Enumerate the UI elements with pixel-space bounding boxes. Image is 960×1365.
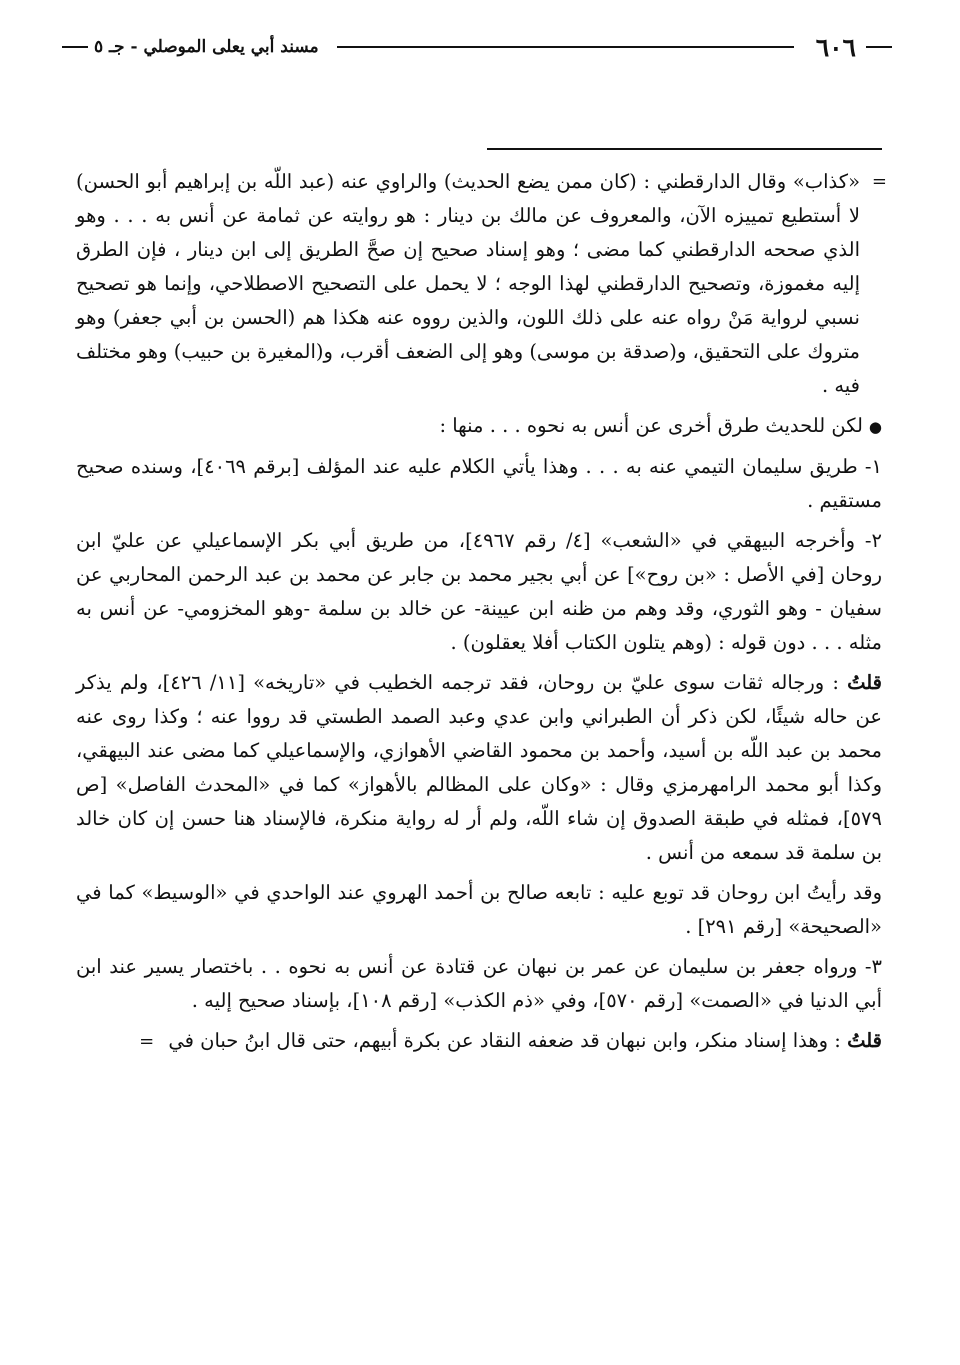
paragraph-text: ٣- ورواه جعفر بن سليمان عن عمر بن نبهان عن قتادة عن أنس به نحوه . . باختصار يسير عند ابن أبي الدنيا في «الصمت» [رقم ٥٧٠]، وفي «ذم الكذب» [رقم ١٠٨]، بإسناد صحيح إليه . [76,955,882,1012]
continues-marker: = [139,1031,155,1052]
footnote-paragraph [76,666,882,870]
paragraph-text: : ورجاله ثقات سوى عليّ بن روحان، فقد ترجمه الخطيب في «تاريخه» [١١/ ٤٢٦]، ولم يذكر عن حاله شيئًا، لكن ذكر أن الطبراني وابن عدي وعبد الصمد الطستي قد رووا عنه ؛ وكذا روى عنه محمد بن عبد اللّه بن أسيد، وأحمد بن محمود القاضي الأهوازي، والإسماعيلي كما مضى عند البيهقي، وكذا أبو محمد الرامهرمزي وقال : «وكان على المظالم بالأهواز» كما في «المحدث الفاصل» [ص ٥٧٩]، فمثله في طبقة الصدوق إن شاء اللّه، ولم أر له رواية منكرة، فالإسناد هنا حسن إن كان خالد بن سلمة قد سمعه من أنس . [76,671,882,864]
page-number: ٦٠٦ [815,32,856,62]
paragraph-text: : وهذا إسناد منكر، وابن نبهان قد ضعفه النقاد عن بكرة أبيهم، حتى قال ابنُ حبان في [168,1029,841,1052]
header-dash [866,46,892,48]
header-rule [337,46,794,48]
paragraph-text: لكن للحديث طرق أخرى عن أنس به نحوه . . . منها : [439,414,863,437]
paragraph-text: ٢- وأخرجه البيهقي في «الشعب» [٤/ رقم ٤٩٦٧]، من طريق أبي بكر الإسماعيلي عن عليّ ابن روحان [في الأصل : «بن روح»] عن أبي بجير محمد بن جابر عن محمد بن عبد الرحمن المحاربي عن سفيان - وهو الثوري، وقد وهم من ظنه ابن عيينة- عن خالد بن سلمة -وهو المخزومي- عن أنس به مثله . . . دون قوله : (وهم يتلون الكتاب أفلا يعقلون) . [76,529,882,654]
continued-marker: = [871,171,887,192]
footnote-paragraph [76,950,882,1018]
header-dash [62,46,88,48]
running-header [62,30,892,64]
running-title: مسند أبي يعلى الموصلي - جـ ٥ [94,37,319,57]
footnote-paragraph [76,409,882,444]
footnote-paragraph [76,1024,882,1059]
paragraph-text: ١- طريق سليمان التيمي عنه به . . . وهذا يأتي الكلام عليه عند المؤلف [برقم ٤٠٦٩]، وسنده صحيح مستقيم . [76,455,882,512]
bullet-icon: ● [868,418,882,436]
footnote-paragraph [76,876,882,944]
footnote-paragraph [76,450,882,518]
paragraph-lead: قلتُ [847,1029,882,1052]
paragraph-text: وقد رأيتُ ابن روحان قد توبع عليه : تابعه صالح بن أحمد الهروي عند الواحدي في «الوسيط» كما في «الصحيحة» [رقم ٢٩١] . [76,881,882,938]
footnote-paragraph [76,524,882,660]
footnote-separator [487,148,882,150]
paragraph-text: «كذاب» وقال الدارقطني : (كان ممن يضع الحديث) والراوي عنه (عبد اللّه بن إبراهيم أبو الحسن) لا أستطيع تمييزه الآن، والمعروف عن مالك بن دينار : هو روايته عن ثمامة عن أنس به . . . وهو الذي صححه الدارقطني كما مضى ؛ وهو إسناد صحيح إن صحَّ الطريق إلى ابن دينار ، فإن الطرق إليه مغموزة، وتصحيح الدارقطني لهذا الوجه ؛ لا يحمل على التصحيح الاصطلاحي، وإنما هو تصحيح نسبي لرواية مَنْ رواه عنه على ذلك اللون، والذين رووه عنه هكذا هم (الحسن بن أبي جعفر) وهو متروك على التحقيق، و(صدقة بن موسى) وهو إلى الضعف أقرب، و(المغيرة بن حبيب) وهو مختلف فيه . [76,170,860,397]
footnote-paragraph [76,165,887,403]
footnote-body [76,165,887,1065]
paragraph-lead: قلتُ [847,671,882,694]
